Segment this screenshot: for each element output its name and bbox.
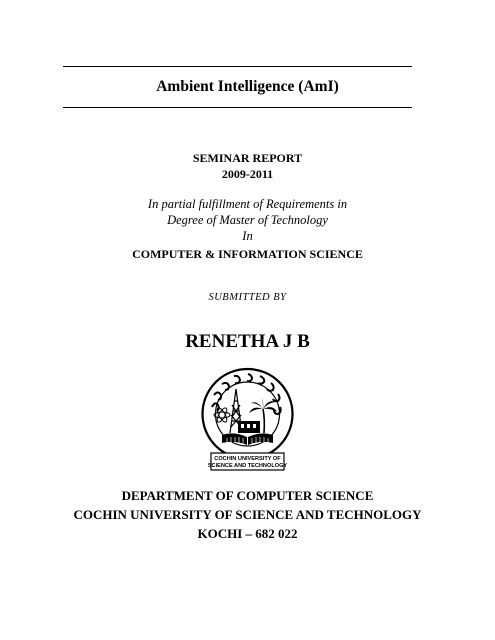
emblem-text-line-1: COCHIN UNIVERSITY OF <box>214 456 281 462</box>
department-line-3: KOCHI – 682 022 <box>197 526 298 541</box>
fulfillment-line-3: In <box>242 229 253 243</box>
university-emblem-icon <box>200 367 295 472</box>
emblem-text-line-2: SCIENCE AND TECHNOLOGY <box>207 463 288 469</box>
fulfillment-line-1: In partial fulfillment of Requirements in <box>147 197 348 211</box>
top-rule <box>63 66 412 67</box>
report-years: 2009-2011 <box>221 167 274 181</box>
author-name: RENETHA J B <box>185 331 310 352</box>
department-line-2: COCHIN UNIVERSITY OF SCIENCE AND TECHNOLOGY <box>73 507 422 522</box>
submitted-by-label: SUBMITTED BY <box>208 292 287 303</box>
title-underline-rule <box>63 107 412 108</box>
field-of-study: COMPUTER & INFORMATION SCIENCE <box>132 247 363 261</box>
fulfillment-line-2: Degree of Master of Technology <box>167 213 328 227</box>
report-type: SEMINAR REPORT <box>192 151 303 165</box>
department-line-1: DEPARTMENT OF COMPUTER SCIENCE <box>121 488 374 503</box>
report-title: Ambient Intelligence (AmI) <box>156 78 339 95</box>
